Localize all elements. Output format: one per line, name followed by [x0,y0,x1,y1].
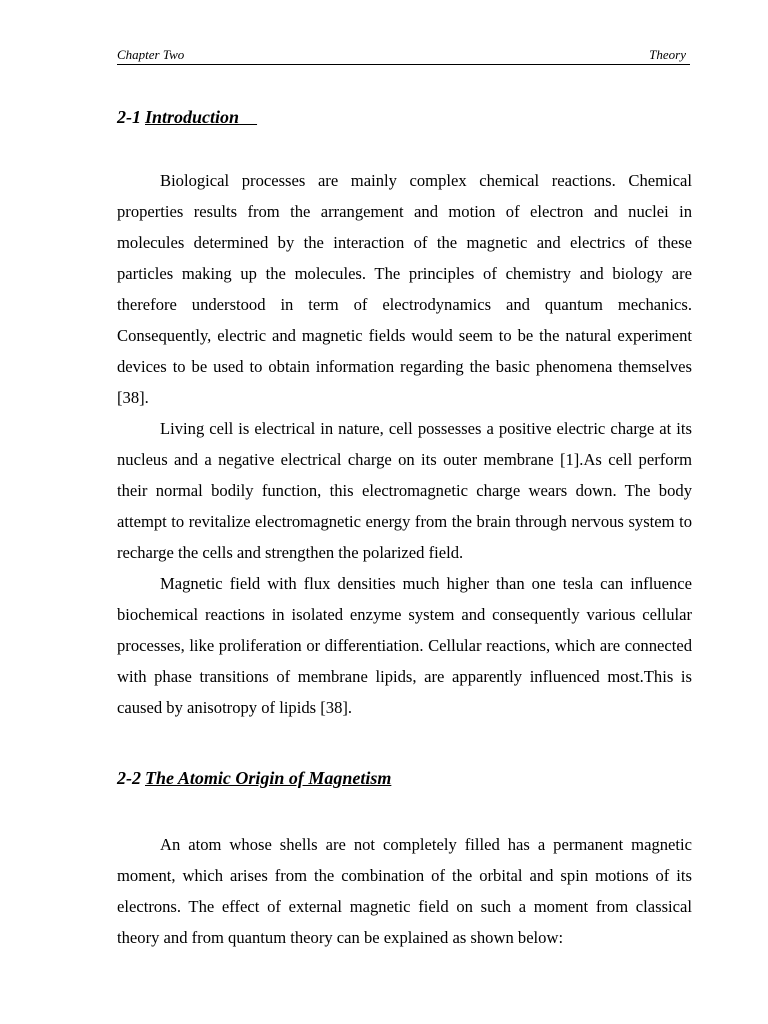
header-chapter-label: Chapter Two [117,47,185,62]
section-title: The Atomic Origin of Magnetism [145,768,392,788]
section-number: 2-1 [117,107,141,127]
section-title: Introduction [145,107,240,127]
paragraph: Biological processes are mainly complex chemical reactions. Chemical properties results from the arrangement and motion of electron and nuclei in molecules determined by the interaction of the magnetic and electrics of these particles making up the molecules. The principles of chemistry and biology are therefore understood in term of electrodynamics and quantum mechanics. Consequently, electric and magnetic fields would seem to be the natural experiment devices to be used to obtain information regarding the basic phenomena themselves [38]. [117,171,692,407]
section-number: 2-2 [117,768,141,788]
running-header [117,48,690,65]
paragraph: Magnetic field with flux densities much higher than one tesla can influence biochemical reactions in isolated enzyme system and consequently various cellular processes, like proliferation or differentiation. Cellular reactions, which are connected with phase transitions of membrane lipids, are apparently influenced most.This is caused by anisotropy of lipids [38]. [117,574,692,717]
header-section-label: Theory [649,47,686,62]
section-heading-atomic-origin [117,768,391,789]
section-heading-introduction [117,107,257,128]
paragraph: Living cell is electrical in nature, cell possesses a positive electric charge at its nucleus and a negative electrical charge on its outer membrane [1].As cell perform their normal bodily function, this electromagnetic charge wears down. The body attempt to revitalize electromagnetic energy from the brain through nervous system to recharge the cells and strengthen the polarized field. [117,419,692,562]
paragraph: An atom whose shells are not completely filled has a permanent magnetic moment, which arises from the combination of the orbital and spin motions of its electrons. The effect of external magnetic field on such a moment from classical theory and from quantum theory can be explained as shown below: [117,835,692,947]
section-body-introduction [117,165,692,723]
section-body-atomic-origin [117,829,692,953]
